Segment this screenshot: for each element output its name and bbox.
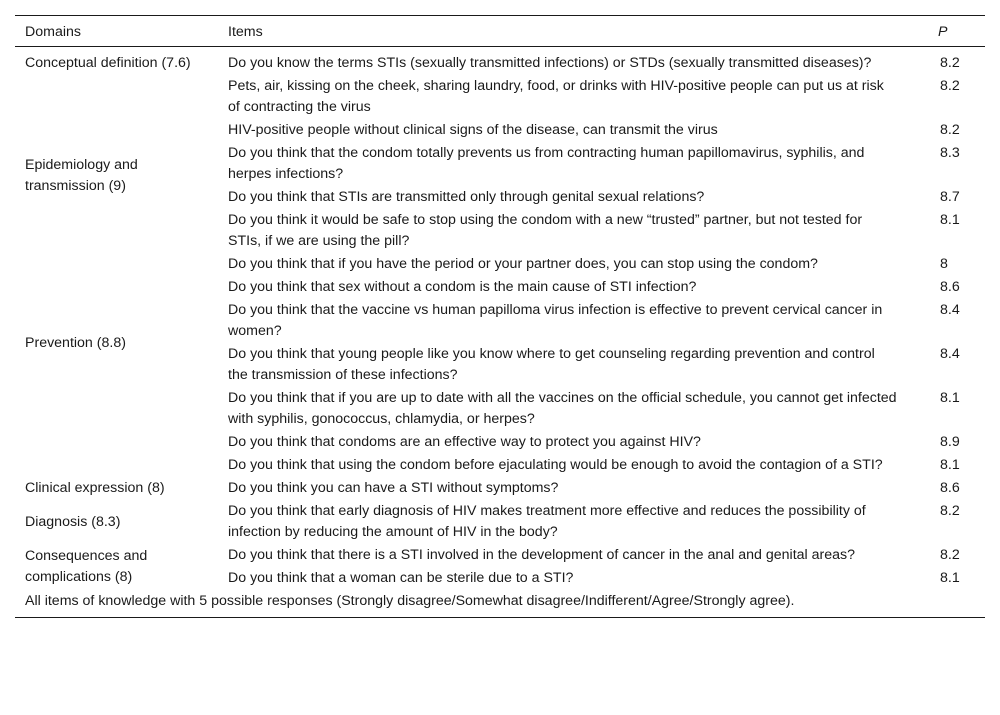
domain-prevention: Prevention (8.8) — [25, 334, 126, 351]
item-text: Do you think that the condom totally prevents us from contracting human papillomavirus, syphilis, and herpes infections? — [228, 145, 865, 182]
p-value: 8.2 — [940, 55, 960, 71]
header-row — [15, 16, 985, 47]
table-row — [15, 47, 985, 76]
table-row — [15, 142, 985, 186]
p-value: 8.2 — [940, 122, 960, 138]
item-text: Do you know the terms STIs (sexually transmitted infections) or STDs (sexually transmitted diseases)? — [228, 55, 872, 71]
p-value: 8.7 — [940, 189, 960, 205]
p-value: 8.3 — [940, 145, 960, 161]
header-p: P — [928, 16, 985, 47]
item-text: HIV-positive people without clinical signs of the disease, can transmit the virus — [228, 122, 718, 138]
item-text: Do you think that STIs are transmitted only through genital sexual relations? — [228, 189, 705, 205]
table-container — [15, 15, 985, 618]
item-text: Do you think that a woman can be sterile due to a STI? — [228, 570, 574, 586]
footnote-row — [15, 590, 985, 618]
domain-conceptual-definition: Conceptual definition (7.6) — [25, 55, 191, 71]
p-value: 8.2 — [940, 503, 960, 519]
p-value: 8.2 — [940, 78, 960, 94]
p-value: 8.6 — [940, 480, 960, 496]
p-value: 8.4 — [940, 346, 960, 362]
p-value: 8.9 — [940, 434, 960, 450]
item-text: Do you think that using the condom before ejaculating would be enough to avoid the contagion of a STI? — [228, 457, 883, 473]
item-text: Do you think that early diagnosis of HIV makes treatment more effective and reduces the possibility of infection by reducing the amount of HIV in the body? — [228, 503, 866, 540]
item-text: Do you think that young people like you know where to get counseling regarding prevention and control the transmission of these infections? — [228, 346, 875, 383]
item-text: Do you think it would be safe to stop using the condom with a new “trusted” partner, but not tested for STIs, if we are using the pill? — [228, 212, 863, 249]
item-text: Do you think you can have a STI without symptoms? — [228, 480, 559, 496]
item-text: Do you think that the vaccine vs human papilloma virus infection is effective to prevent cervical cancer in women? — [228, 302, 883, 339]
p-value: 8 — [940, 256, 948, 272]
table-row — [15, 209, 985, 253]
domain-epidemiology-transmission: Epidemiology and transmission (9) — [25, 156, 138, 194]
table-row — [15, 477, 985, 500]
header-domains: Domains — [15, 16, 218, 47]
table-footnote: All items of knowledge with 5 possible responses (Strongly disagree/Somewhat disagree/Indifferent/Agree/Strongly agree). — [15, 590, 985, 618]
domain-clinical-expression: Clinical expression (8) — [25, 480, 165, 496]
item-text: Do you think that sex without a condom is the main cause of STI infection? — [228, 279, 697, 295]
item-text: Do you think that if you are up to date with all the vaccines on the official schedule, you cannot get infected with syphilis, gonococcus, chlamydia, or herpes? — [228, 390, 897, 427]
knowledge-items-table — [15, 15, 985, 618]
domain-consequences-complications: Consequences and complications (8) — [25, 548, 148, 585]
item-text: Pets, air, kissing on the cheek, sharing laundry, food, or drinks with HIV-positive people can put us at risk of contracting the virus — [228, 78, 884, 115]
p-value: 8.1 — [940, 457, 960, 473]
p-value: 8.1 — [940, 212, 960, 228]
item-text: Do you think that condoms are an effective way to protect you against HIV? — [228, 434, 701, 450]
header-items: Items — [218, 16, 928, 47]
domain-diagnosis: Diagnosis (8.3) — [25, 513, 121, 530]
p-value: 8.6 — [940, 279, 960, 295]
p-value: 8.2 — [940, 547, 960, 563]
item-text: Do you think that if you have the period or your partner does, you can stop using the condom? — [228, 256, 818, 272]
item-text: Do you think that there is a STI involved in the development of cancer in the anal and genital areas? — [228, 547, 856, 563]
table-row — [15, 544, 985, 567]
p-value: 8.1 — [940, 570, 960, 586]
table-row — [15, 500, 985, 544]
p-value: 8.1 — [940, 390, 960, 406]
p-value: 8.4 — [940, 302, 960, 318]
